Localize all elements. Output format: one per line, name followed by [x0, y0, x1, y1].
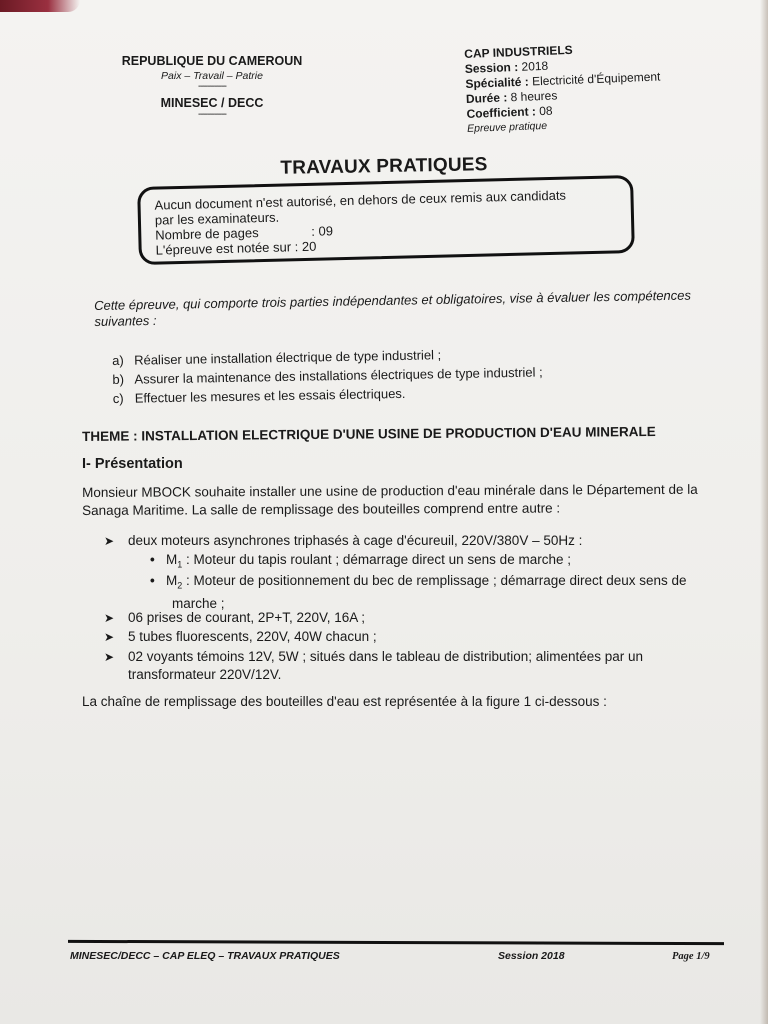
ministry-name: MINESEC / DECC	[160, 96, 264, 110]
specialite-value: Electricité d'Équipement	[531, 69, 661, 89]
coefficient-value: 08	[538, 103, 553, 119]
footer-rule	[68, 940, 724, 945]
list-item-voyants	[104, 648, 704, 684]
intro-text: Cette épreuve, qui comporte trois parties indépendantes et obligatoires, vise à évaluer les compétences suivantes :	[94, 287, 692, 329]
list-text: Assurer la maintenance des installations électriques de type industriel ;	[134, 364, 543, 387]
footer-session: Session 2018	[498, 950, 565, 962]
m1-label: M	[166, 552, 178, 567]
m2-subscript: 2	[177, 580, 183, 591]
session-label: Session :	[464, 59, 522, 76]
arrow-bullet-icon: ➤	[104, 534, 115, 548]
country-name: REPUBLIQUE DU CAMEROUN	[121, 54, 303, 68]
notice-box	[137, 175, 635, 265]
session-value: 2018	[521, 58, 549, 74]
note-line: L'épreuve est notée sur : 20	[155, 238, 317, 258]
m2-continuation: marche ;	[172, 595, 225, 611]
m2-label: M	[166, 573, 178, 588]
m1-text: : Moteur du tapis roulant ; démarrage direct un sens de marche ;	[182, 552, 571, 567]
dot-bullet-icon: •	[150, 552, 155, 567]
arrow-bullet-icon: ➤	[104, 650, 115, 664]
prises-text: 06 prises de courant, 2P+T, 220V, 16A ;	[128, 610, 366, 625]
footer-page: Page 1/9	[672, 951, 710, 962]
list-item-motors	[104, 532, 582, 550]
page-title: TRAVAUX PRATIQUES	[280, 154, 488, 179]
pages-label: Nombre de pages	[155, 225, 259, 243]
theme-heading: THEME : INSTALLATION ELECTRIQUE D'UNE USINE DE PRODUCTION D'EAU MINERALE	[82, 423, 656, 444]
separator: ------------	[198, 81, 226, 92]
notice-line: Aucun document n'est autorisé, en dehors de ceux remis aux candidats	[154, 187, 567, 213]
list-key: b)	[112, 371, 125, 387]
corner-stain	[0, 0, 80, 12]
arrow-bullet-icon: ➤	[104, 611, 115, 625]
duree-value: 8 heures	[510, 88, 558, 105]
motors-text: deux moteurs asynchrones triphasés à cage d'écureuil, 220V/380V – 50Hz :	[128, 533, 583, 548]
voyants-text: 02 voyants témoins 12V, 5W ; situés dans le tableau de distribution; alimentées par un	[128, 649, 644, 664]
coefficient-label: Coefficient :	[466, 104, 540, 121]
duree-label: Durée :	[465, 90, 511, 106]
pages-value: : 09	[311, 223, 334, 239]
chaine-text: La chaîne de remplissage des bouteilles d'eau est représentée à la figure 1 ci-dessous :	[82, 694, 607, 709]
notice-line: par les examinateurs.	[154, 209, 280, 228]
separator: ------------	[198, 109, 226, 120]
footer-left: MINESEC/DECC – CAP ELEQ – TRAVAUX PRATIQUES	[70, 950, 340, 962]
m2-text: : Moteur de positionnement du bec de remplissage ; démarrage direct deux sens de	[182, 573, 687, 588]
m1-subscript: 1	[177, 559, 183, 570]
list-item-prises	[104, 609, 365, 627]
header-right	[464, 37, 717, 137]
list-text: Réaliser une installation électrique de type industriel ;	[133, 347, 442, 368]
list-item-m1	[150, 551, 571, 574]
list-text: Effectuer les mesures et les essais électriques.	[134, 385, 406, 406]
competences-list	[112, 342, 745, 410]
arrow-bullet-icon: ➤	[104, 630, 115, 644]
list-item-m2	[150, 572, 720, 613]
list-key: a)	[112, 352, 124, 368]
epreuve-type: Epreuve pratique	[466, 119, 548, 135]
dot-bullet-icon: •	[150, 573, 155, 588]
tubes-text: 5 tubes fluorescents, 220V, 40W chacun ;	[128, 629, 377, 644]
list-item-tubes	[104, 628, 377, 646]
country-motto: Paix – Travail – Patrie	[161, 70, 263, 82]
voyants-continuation: transformateur 220V/12V.	[128, 667, 282, 682]
presentation-paragraph: Monsieur MBOCK souhaite installer une usine de production d'eau minérale dans le Département de la Sanaga Maritime. La salle de remplissage des bouteilles comprend entre autre :	[82, 481, 698, 518]
exam-name: CAP INDUSTRIELS	[464, 42, 573, 61]
list-key: c)	[112, 390, 124, 406]
specialite-label: Spécialité :	[465, 74, 533, 91]
header-left	[112, 54, 312, 120]
section-title: I- Présentation	[82, 456, 183, 472]
